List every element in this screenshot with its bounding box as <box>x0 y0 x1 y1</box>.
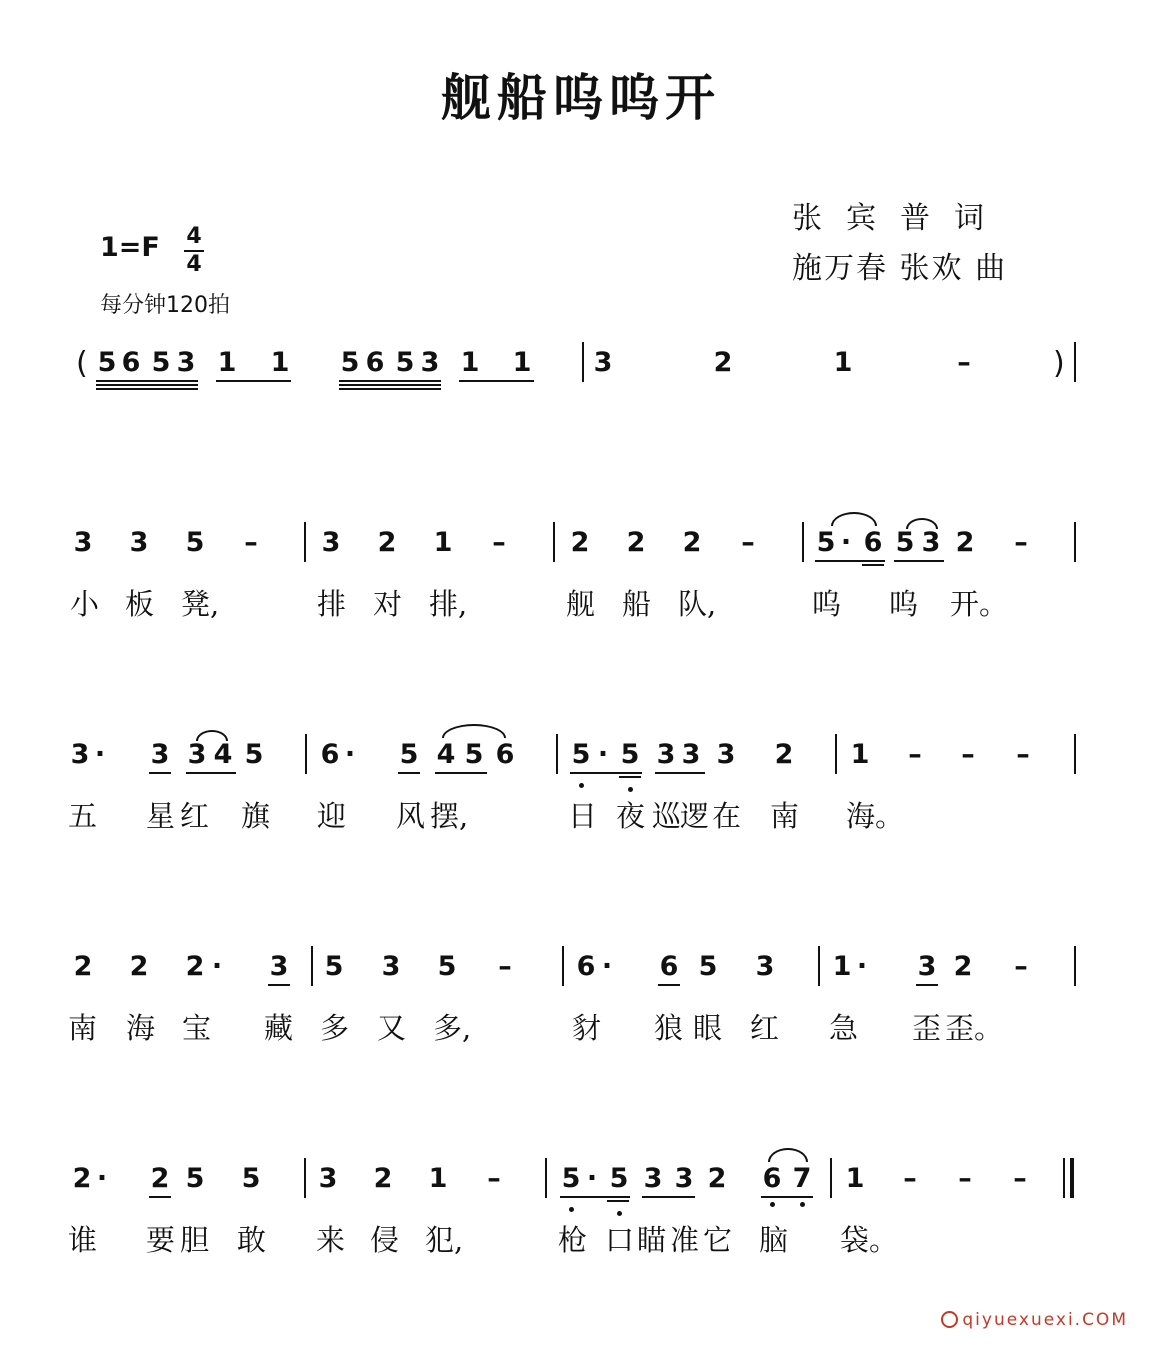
note: 4 <box>436 739 456 770</box>
note: 5 <box>324 951 344 982</box>
lyric-char: 星 <box>146 799 176 833</box>
note: 2 <box>953 951 973 982</box>
site-watermark: qiyuexuexi.COM <box>941 1310 1128 1330</box>
lyric-char: 又 <box>377 1011 407 1045</box>
note: · <box>586 1163 598 1194</box>
note: 2 <box>73 951 93 982</box>
note: 6 <box>121 347 141 378</box>
note: 6 <box>495 739 515 770</box>
note: 5 <box>895 527 915 558</box>
lyric-char: 红 <box>750 1011 780 1045</box>
note: 3 <box>187 739 207 770</box>
note: 5 <box>399 739 419 770</box>
lyric-char: 宝 <box>182 1011 212 1045</box>
note: 5 <box>340 347 360 378</box>
composer-credit: 施万春 张欢 曲 <box>792 251 1008 286</box>
lyric-char: 对 <box>373 587 403 621</box>
time-signature-top: 4 <box>186 224 202 249</box>
note: 5 <box>395 347 415 378</box>
lyric-char: 豺 <box>572 1011 602 1045</box>
note: 3 <box>681 739 701 770</box>
note: 5 <box>97 347 117 378</box>
note: 3 <box>381 951 401 982</box>
note: 6 <box>576 951 596 982</box>
note: 5 <box>244 739 264 770</box>
note: 3 <box>656 739 676 770</box>
intro-line <box>0 348 1162 408</box>
lyric-char: 巡 <box>652 799 682 833</box>
lyric-char: 舰 <box>566 587 596 621</box>
note: 2 <box>373 1163 393 1194</box>
note: 5 <box>620 739 640 770</box>
note: · <box>211 951 223 982</box>
note: 5 <box>464 739 484 770</box>
note: 5 <box>185 1163 205 1194</box>
note: 6 <box>863 527 883 558</box>
lyricist-credit: 张宾普词 <box>792 201 1008 236</box>
note: 5 <box>609 1163 629 1194</box>
note: · <box>96 1163 108 1194</box>
note: · <box>840 527 852 558</box>
lyric-char: 排 <box>317 587 347 621</box>
lyric-char: 呜 <box>812 587 842 621</box>
note: 6 <box>320 739 340 770</box>
note: 3 <box>129 527 149 558</box>
note: 6 <box>365 347 385 378</box>
note: · <box>601 951 613 982</box>
note: · <box>344 739 356 770</box>
time-signature <box>183 224 205 278</box>
note: 3 <box>593 347 613 378</box>
time-signature-bottom: 4 <box>186 252 202 277</box>
lyric-char: 凳, <box>181 587 220 621</box>
note: 2 <box>377 527 397 558</box>
melody-line-2 <box>0 740 1162 800</box>
note: 5 <box>185 527 205 558</box>
note: – <box>903 1163 917 1194</box>
lyric-char: 迎 <box>317 799 347 833</box>
note: 3 <box>674 1163 694 1194</box>
lyric-char: 多 <box>320 1011 350 1045</box>
note: 1 <box>217 347 237 378</box>
lyric-char: 在 <box>712 799 742 833</box>
note: 1 <box>832 951 852 982</box>
intro-open-paren: ( <box>76 346 88 381</box>
note: 2 <box>707 1163 727 1194</box>
note: 5 <box>561 1163 581 1194</box>
note: 3 <box>643 1163 663 1194</box>
lyric-char: 谁 <box>68 1223 98 1257</box>
note: 3 <box>420 347 440 378</box>
note: 2 <box>72 1163 92 1194</box>
note: 3 <box>755 951 775 982</box>
note: – <box>908 739 922 770</box>
lyric-char: 船 <box>622 587 652 621</box>
note: 2 <box>626 527 646 558</box>
note: 2 <box>713 347 733 378</box>
note: 5 <box>816 527 836 558</box>
note: 1 <box>512 347 532 378</box>
lyric-char: 口 <box>605 1223 635 1257</box>
lyric-char: 眼 <box>693 1011 723 1045</box>
note: 6 <box>762 1163 782 1194</box>
melody-line-1 <box>0 528 1162 588</box>
note: · <box>856 951 868 982</box>
lyric-char: 小 <box>70 587 100 621</box>
note: 2 <box>129 951 149 982</box>
note: 1 <box>433 527 453 558</box>
intro-close-paren: ) <box>1053 346 1065 381</box>
lyric-char: 南 <box>68 1011 98 1045</box>
note: 2 <box>185 951 205 982</box>
song-title: 舰船呜呜开 <box>441 68 721 127</box>
lyric-char: 它 <box>703 1223 733 1257</box>
lyric-char: 呜 <box>889 587 919 621</box>
lyric-char: 敢 <box>237 1223 267 1257</box>
note: · <box>597 739 609 770</box>
lyric-char: 胆 <box>180 1223 210 1257</box>
note: – <box>961 739 975 770</box>
note: – <box>958 1163 972 1194</box>
note: 2 <box>150 1163 170 1194</box>
note: – <box>498 951 512 982</box>
key-signature: 1=F <box>100 232 160 263</box>
lyric-char: 脑 <box>759 1223 789 1257</box>
note: – <box>1013 1163 1027 1194</box>
logo-icon <box>941 1311 958 1328</box>
note: 1 <box>270 347 290 378</box>
lyric-char: 来 <box>316 1223 346 1257</box>
lyric-char: 夜 <box>616 799 646 833</box>
note: – <box>957 347 971 378</box>
note: 1 <box>460 347 480 378</box>
note: 3 <box>917 951 937 982</box>
lyric-char: 五 <box>68 799 98 833</box>
note: 3 <box>321 527 341 558</box>
lyric-char: 多, <box>433 1011 472 1045</box>
note: 6 <box>659 951 679 982</box>
lyric-char: 风 <box>396 799 426 833</box>
lyric-char: 枪 <box>558 1223 588 1257</box>
note: 5 <box>437 951 457 982</box>
lyric-char: 要 <box>146 1223 176 1257</box>
note: – <box>1014 527 1028 558</box>
note: – <box>244 527 258 558</box>
note: 5 <box>241 1163 261 1194</box>
note: 5 <box>698 951 718 982</box>
note: 5 <box>571 739 591 770</box>
lyric-char: 日 <box>568 799 598 833</box>
note: 4 <box>213 739 233 770</box>
lyric-char: 犯, <box>425 1223 464 1257</box>
lyric-char: 歪 <box>912 1011 942 1045</box>
melody-line-3 <box>0 952 1162 1012</box>
lyric-char: 藏 <box>264 1011 294 1045</box>
note: · <box>94 739 106 770</box>
note: – <box>487 1163 501 1194</box>
lyric-char: 歪。 <box>945 1011 1004 1045</box>
note: 1 <box>833 347 853 378</box>
lyric-char: 急 <box>829 1011 859 1045</box>
note: 3 <box>176 347 196 378</box>
note: 7 <box>792 1163 812 1194</box>
lyric-char: 队, <box>678 587 717 621</box>
melody-line-4 <box>0 1164 1162 1224</box>
note: 3 <box>73 527 93 558</box>
lyric-char: 准 <box>670 1223 700 1257</box>
note: – <box>741 527 755 558</box>
note: 1 <box>428 1163 448 1194</box>
note: 5 <box>151 347 171 378</box>
note: 1 <box>850 739 870 770</box>
note: – <box>1014 951 1028 982</box>
lyric-char: 旗 <box>241 799 271 833</box>
note: 3 <box>921 527 941 558</box>
note: – <box>1016 739 1030 770</box>
tempo-marking: 每分钟120拍 <box>100 293 230 318</box>
lyric-char: 南 <box>770 799 800 833</box>
note: 3 <box>70 739 90 770</box>
note: 2 <box>682 527 702 558</box>
lyric-char: 海。 <box>846 799 905 833</box>
note: 3 <box>269 951 289 982</box>
lyric-char: 排, <box>429 587 468 621</box>
note: 1 <box>845 1163 865 1194</box>
lyric-char: 狼 <box>654 1011 684 1045</box>
lyric-char: 板 <box>125 587 155 621</box>
lyric-char: 红 <box>180 799 210 833</box>
lyric-char: 开。 <box>950 587 1009 621</box>
note: – <box>492 527 506 558</box>
note: 3 <box>716 739 736 770</box>
note: 3 <box>318 1163 338 1194</box>
note: 2 <box>955 527 975 558</box>
lyric-char: 袋。 <box>840 1223 899 1257</box>
lyric-char: 摆, <box>430 799 469 833</box>
lyric-char: 瞄 <box>637 1223 667 1257</box>
lyric-char: 侵 <box>370 1223 400 1257</box>
lyric-char: 海 <box>126 1011 156 1045</box>
note: 2 <box>774 739 794 770</box>
note: 2 <box>570 527 590 558</box>
lyric-char: 逻 <box>680 799 710 833</box>
note: 3 <box>150 739 170 770</box>
